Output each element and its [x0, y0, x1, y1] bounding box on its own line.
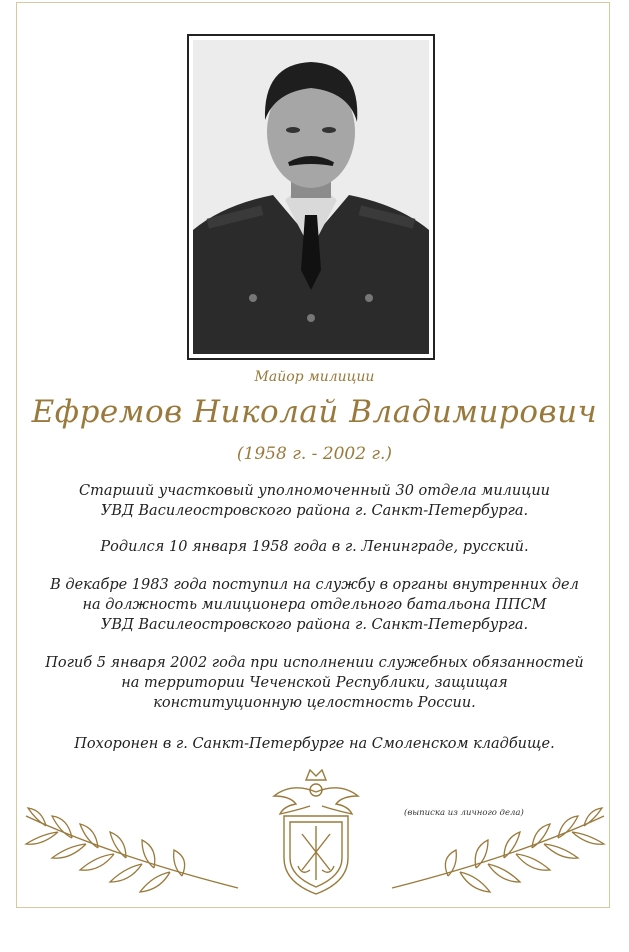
paragraph-line: УВД Василеостровского района г. Санкт-Петербурга.: [100, 503, 529, 519]
portrait-photo: [193, 40, 429, 354]
death-paragraph: [40, 653, 589, 713]
paragraph-line: на территории Чеченской Республики, защищая: [121, 675, 508, 691]
birth-paragraph: [40, 537, 589, 557]
laurel-branch-left-icon: [22, 806, 242, 896]
service-paragraph: [40, 575, 589, 635]
paragraph-line: Старший участковый уполномоченный 30 отдела милиции: [78, 483, 551, 499]
paragraph-line: УВД Василеостровского района г. Санкт-Петербурга.: [100, 617, 529, 633]
file-extract-note: (выписка из личного дела): [404, 808, 524, 818]
person-name: Ефремов Николай Владимирович: [31, 394, 598, 430]
burial-paragraph: [40, 734, 589, 754]
paragraph-line: В декабре 1983 года поступил на службу в органы внутренних дел: [50, 577, 579, 593]
portrait-frame: [187, 34, 435, 360]
paragraph-line: на должность милиционера отдельного батальона ППСМ: [82, 597, 547, 613]
paragraph-line: Погиб 5 января 2002 года при исполнении служебных обязанностей: [45, 655, 584, 671]
life-years: (1958 г. - 2002 г.): [236, 444, 393, 464]
paragraph-line: Родился 10 января 1958 года в г. Ленинграде, русский.: [100, 539, 529, 555]
paragraph-line: Похоронен в г. Санкт-Петербурге на Смоленском кладбище.: [74, 736, 555, 752]
paragraph-line: конституционную целостность России.: [153, 695, 476, 711]
laurel-branch-right-icon: [388, 806, 608, 896]
position-paragraph: [40, 481, 589, 521]
rank-title: Майор милиции: [254, 369, 375, 385]
coat-of-arms-icon: [270, 766, 362, 898]
